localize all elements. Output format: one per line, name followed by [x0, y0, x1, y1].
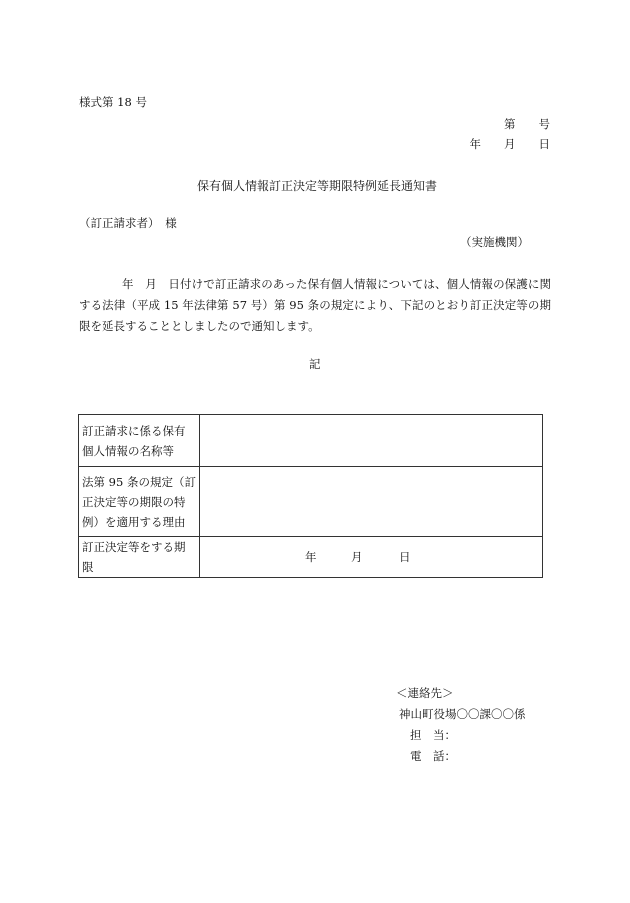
item-name-value — [200, 415, 543, 467]
document-title: 保有個人情報訂正決定等期限特例延長通知書 — [197, 179, 438, 193]
contact-office: 神山町役場〇〇課〇〇係 — [399, 707, 526, 721]
table-row — [79, 467, 543, 537]
form-number: 様式第 18 号 — [79, 95, 147, 109]
table-row — [79, 537, 543, 578]
ki-heading: 記 — [309, 357, 321, 371]
document-number: 第 号 — [504, 117, 550, 131]
contact-phone: 電 話： — [410, 749, 456, 763]
recipient: （訂正請求者） 様 — [79, 216, 177, 230]
deadline-value — [200, 537, 543, 578]
body-text: 年 月 日付けで訂正請求のあった保有個人情報については、個人情報の保護に関する法律（平成 15 年法律第 57 号）第 95 条の規定により、下記のとおり訂正決定等の期限を延長することとしましたので通知します。 — [79, 277, 551, 333]
contact-block — [396, 683, 526, 767]
reason-value — [200, 467, 543, 537]
issuer: （実施機関） — [460, 235, 529, 249]
details-table — [78, 414, 543, 578]
deadline-year: 年 — [305, 550, 317, 564]
body-paragraph — [79, 274, 551, 337]
deadline-label: 訂正決定等をする期限 — [79, 537, 200, 578]
item-name-label: 訂正請求に係る保有個人情報の名称等 — [79, 415, 200, 467]
deadline-day: 日 — [399, 550, 411, 564]
contact-heading: ＜連絡先＞ — [396, 686, 454, 700]
table-row — [79, 415, 543, 467]
reason-label: 法第 95 条の規定（訂正決定等の期限の特例）を適用する理由 — [79, 467, 200, 537]
contact-person: 担 当： — [410, 728, 456, 742]
deadline-month: 月 — [351, 550, 363, 564]
issue-date: 年 月 日 — [469, 137, 550, 151]
